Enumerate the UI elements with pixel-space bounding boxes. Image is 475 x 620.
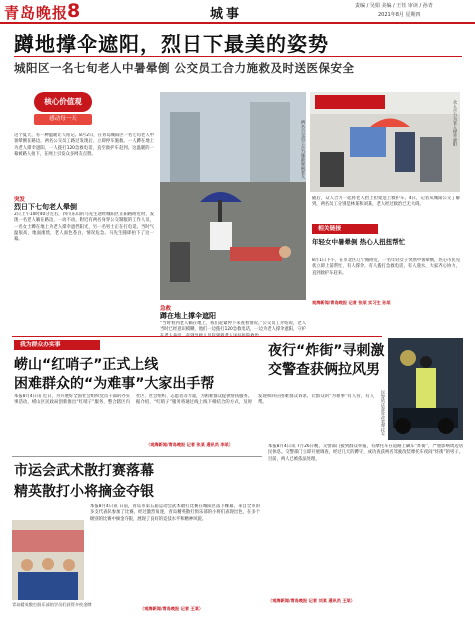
police-photo (388, 338, 463, 440)
lead-headline: 蹲地撑伞遮阳，烈日下最美的姿势 (14, 32, 329, 56)
related-link-bar: 相关链接 (312, 224, 378, 234)
sub1-title: 烈日下七旬老人晕倒 (14, 203, 77, 211)
story2-byline: （观海新闻/青岛晚报 记者 张某 通讯员 李某） (146, 442, 233, 447)
story2-headline1: 崂山“红哨子”正式上线 (14, 357, 159, 373)
lead-body1: 2日上午10时40分左右，四川乐山的马先生途经城阳区正阳路附近时，发现一名老人躺在路边，一动不动。附近有两名身穿公交制服的工作人员，一名女士蹲在地上为老人撑伞遮挡阳光，另一名男士正在打电话。当时气温很高，地面滚烫，老人面色苍白，情况危急。马先生随即拍下了这一幕。 (14, 212, 154, 243)
story2-headline2: 困难群众的“为难事”大家出手帮 (14, 376, 215, 392)
sub1-label: 突发 (14, 197, 26, 203)
photo4-caption: 青岛精英散打俱乐部的学员们获得多枚金牌 (12, 602, 92, 607)
sub2-title: 蹲在地上撑伞遮阳 (160, 312, 216, 320)
story2-body: 本报8月4日讯 近日，为开展好全国社会组织党员干部的办实事活动，崂山区民政局创新推出“红哨子”服务，整合辖区内社区、社会组织、志愿者等力量，为困难群众提供帮扶服务。据介绍，“红哨子”服务将通过线上线下相结合的方式，及时发现和回应困难群众诉求，让群众的“为难事”有人管、有人帮。 (14, 394, 374, 406)
photo1-caption: 两名公交员工合力施救晕倒老人 (301, 120, 306, 179)
publication-date: 2021年8月 星期四 (378, 12, 421, 18)
editors-line: 责编 / 吴娟 美编 / 王钰 审读 / 孙青 (355, 3, 433, 9)
story2-bar: 我为群众办实事 (14, 340, 100, 350)
lead-byline: 观海新闻/青岛晚报 记者 张某 实习生 孙某 (312, 300, 391, 305)
story3-byline: （观海新闻/青岛晚报 记者 刘某 通讯员 王某） (268, 598, 355, 603)
newspaper-logo: 青岛晚报 (4, 4, 69, 22)
lead-intro: 这个夏天，有一种温暖让人铭记。8月2日，在青岛城阳区一名七旬老人中暑晕倒在路边，两名公交员工路过发现后，立即停车施救。一人蹲在地上为老人撑伞遮阳，一人拨打120急救电话，直至救护车赶到。这温暖的一幕被路人拍下，在网上引发众多网友点赞。 (14, 133, 154, 157)
story4-headline2: 精英散打小将摘金夺银 (14, 484, 154, 500)
photo3-caption: 民警依法查处改装摩托车 (381, 390, 386, 437)
lead-body3: 随后，众人合力一起将老人抬上担架送上救护车。4日，记者从城阳公交了解到，两名员工分别是林某和刘某，老人经过救治已无大碍。 (312, 196, 460, 208)
crowd-photo (310, 92, 460, 192)
lead-body4: 8月1日下午，在市北区辽宁路附近，一名年轻女子突然中暑晕倒，热心市民见状立即上前帮忙，有人撑伞，有人拨打急救电话，有人递水，大家齐心协力，直到救护车赶来。 (312, 258, 460, 276)
rescue-photo (160, 92, 306, 300)
lead-body2: “当时看到老人躺在地上，我们赶紧停下来查看情况。”公交员工介绍说，老人当时已经意识模糊，他们一边拨打120急救电话，一边为老人撑伞遮阳，守护 (160, 321, 306, 333)
badge-subtitle: 感动每一天 (34, 114, 92, 125)
core-value-badge (14, 92, 102, 130)
sanda-photo (12, 520, 84, 600)
story3-headline2: 交警查获俩拉风男 (268, 362, 380, 378)
story3-body: 本报8月4日讯 7月26日晚，交警部门接到群众举报，有摩托车在道路上飙车“炸街”，严重影响周边居民休息。交警部门立即开展调查，经过几天的蹲守，成功查获两名驾驶改装摩托车夜间“炸街”的男子。目前，两人已被依法处理。 (268, 444, 463, 462)
headline-rule (14, 56, 462, 57)
badge-title: 核心价值观 (34, 92, 92, 112)
photo2-caption: 众人合力为老人撑伞遮阳 (453, 100, 458, 147)
page-number: 8 (67, 0, 81, 22)
lead-subhead: 城阳区一名七旬老人中暑晕倒 公交员工合力施救及时送医保安全 (14, 61, 355, 75)
sub2-label: 急救 (160, 306, 172, 312)
story4-headline1: 市运会武术散打赛落幕 (14, 463, 154, 479)
section-name: 城事 (210, 7, 243, 22)
related-title: 年轻女中暑晕倒 热心人扭扭帮忙 (312, 238, 406, 246)
story3-headline1: 夜行“炸街”寻刺激 (268, 343, 385, 359)
section-divider-2 (12, 456, 262, 457)
story4-body: 本报8月4日讯 日前，青岛市第五届运动会武术散打比赛在城阳区落下帷幕，来自全市的多支代表队参加了比赛。经过激烈角逐，青岛精英散打俱乐部的小将们表现出色，在多个级别的比赛中摘金夺银，展现了良好的竞技水平和精神风貌。 (90, 504, 260, 522)
story4-byline: （观海新闻/青岛晚报 记者 王某） (140, 606, 204, 611)
section-divider (12, 336, 382, 337)
